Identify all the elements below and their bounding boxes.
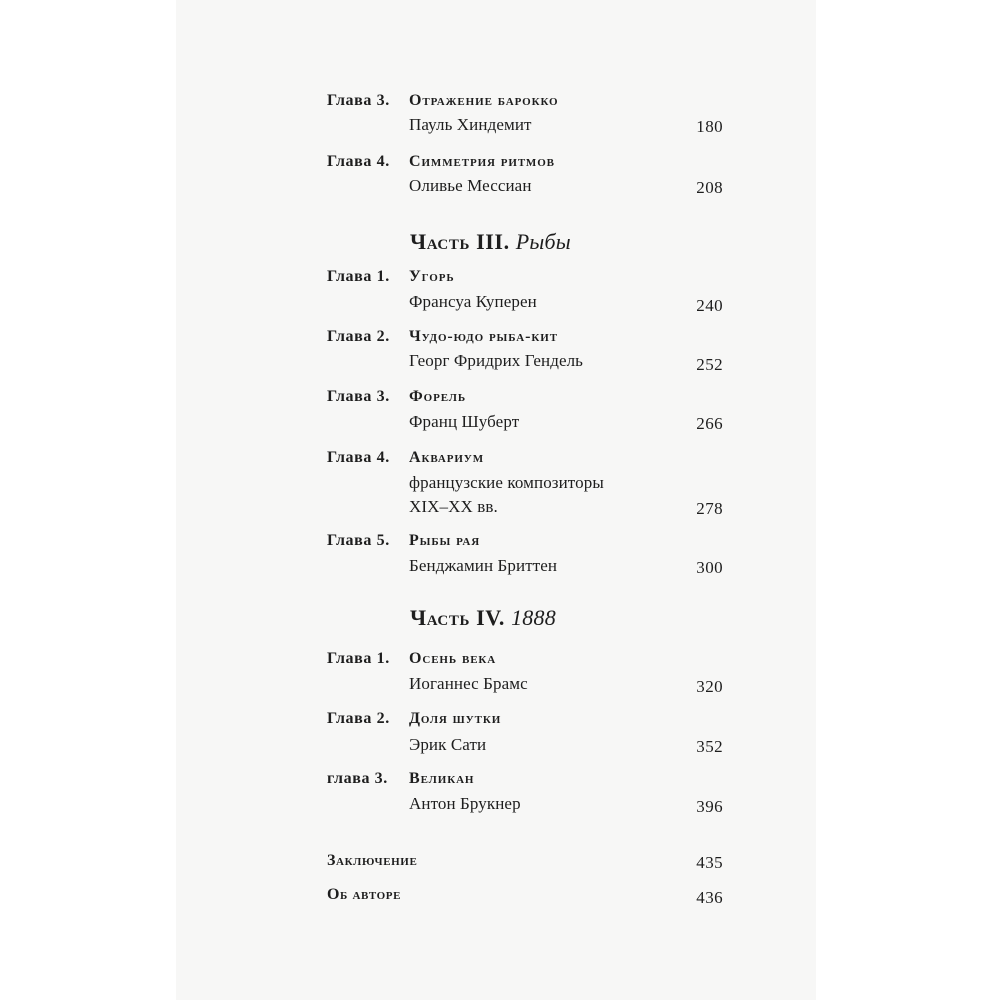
chapter-composer: Эрик Сати: [409, 735, 487, 754]
chapter-composer: Оливье Мессиан: [409, 176, 532, 195]
part-heading: [410, 605, 556, 631]
chapter-label: Глава 4.: [327, 153, 390, 170]
page-number: 278: [696, 499, 723, 518]
part-heading: [410, 229, 571, 255]
chapter-title: Аквариум: [409, 449, 485, 466]
chapter-label: Глава 3.: [327, 92, 390, 109]
chapter-label: Глава 4.: [327, 449, 390, 466]
back-matter-title: Об авторе: [327, 886, 402, 903]
page-number: 266: [696, 414, 723, 433]
chapter-title: Отражение барокко: [409, 92, 559, 109]
page-number: 352: [696, 737, 723, 756]
chapter-label: Глава 5.: [327, 532, 390, 549]
page-number: 396: [696, 797, 723, 816]
chapter-title: Симметрия ритмов: [409, 153, 555, 170]
chapter-title: Великан: [409, 770, 475, 787]
chapter-title: Доля шутки: [409, 710, 502, 727]
page-number: 320: [696, 677, 723, 696]
chapter-title: Форель: [409, 388, 467, 405]
page-number: 435: [696, 853, 723, 872]
back-matter-title: Заключение: [327, 852, 418, 869]
chapter-composer: Бенджамин Бриттен: [409, 556, 558, 575]
chapter-composer-cont: XIX–XX вв.: [409, 497, 498, 516]
chapter-label: глава 3.: [327, 770, 388, 787]
chapter-composer: Антон Брукнер: [409, 794, 521, 813]
page-number: 180: [696, 117, 723, 136]
part-name: Рыбы: [515, 229, 571, 254]
page-number: 436: [696, 888, 723, 907]
chapter-label: Глава 1.: [327, 650, 390, 667]
chapter-label: Глава 1.: [327, 268, 390, 285]
part-name: 1888: [511, 605, 556, 630]
page-number: 208: [696, 178, 723, 197]
page-number: 300: [696, 558, 723, 577]
part-prefix: Часть III.: [410, 229, 510, 254]
chapter-composer: французские композиторы: [409, 473, 604, 492]
page-number: 240: [696, 296, 723, 315]
page-number: 252: [696, 355, 723, 374]
chapter-composer: Иоганнес Брамс: [409, 674, 528, 693]
chapter-composer: Георг Фридрих Гендель: [409, 351, 584, 370]
chapter-title: Рыбы рая: [409, 532, 481, 549]
chapter-label: Глава 2.: [327, 710, 390, 727]
chapter-title: Угорь: [409, 268, 455, 285]
chapter-title: Чудо-юдо рыба-кит: [409, 328, 558, 345]
chapter-label: Глава 3.: [327, 388, 390, 405]
chapter-composer: Пауль Хиндемит: [409, 115, 532, 134]
chapter-label: Глава 2.: [327, 328, 390, 345]
chapter-title: Осень века: [409, 650, 497, 667]
part-prefix: Часть IV.: [410, 605, 505, 630]
chapter-composer: Франц Шуберт: [409, 412, 520, 431]
chapter-composer: Франсуа Куперен: [409, 292, 537, 311]
